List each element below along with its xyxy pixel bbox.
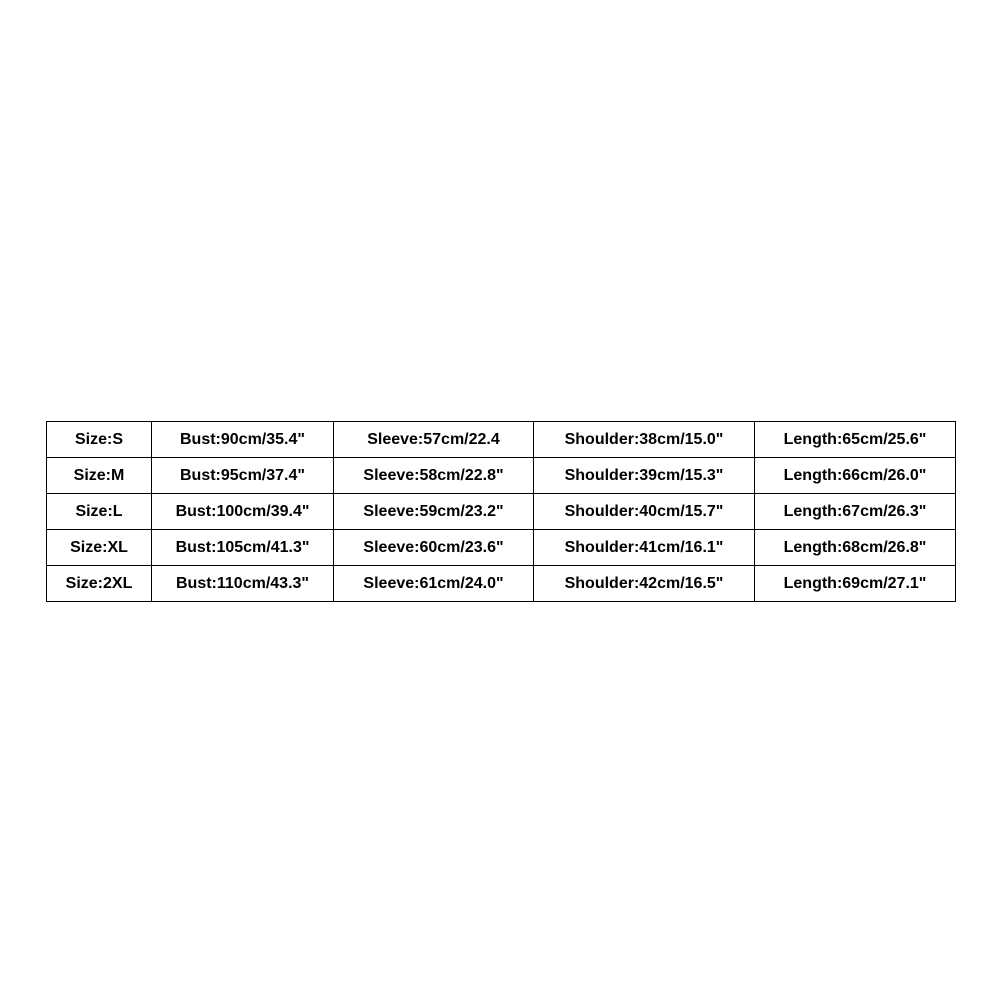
table-row	[47, 422, 956, 458]
shoulder-cell: Shoulder:41cm/16.1"	[534, 530, 755, 566]
table-row	[47, 458, 956, 494]
length-cell: Length:65cm/25.6"	[755, 422, 956, 458]
sleeve-cell: Sleeve:61cm/24.0"	[334, 566, 534, 602]
bust-cell: Bust:100cm/39.4"	[152, 494, 334, 530]
size-cell: Size:XL	[47, 530, 152, 566]
size-cell: Size:M	[47, 458, 152, 494]
table-row	[47, 494, 956, 530]
size-chart-table	[46, 421, 956, 602]
length-cell: Length:67cm/26.3"	[755, 494, 956, 530]
sleeve-cell: Sleeve:57cm/22.4	[334, 422, 534, 458]
shoulder-cell: Shoulder:40cm/15.7"	[534, 494, 755, 530]
shoulder-cell: Shoulder:39cm/15.3"	[534, 458, 755, 494]
length-cell: Length:69cm/27.1"	[755, 566, 956, 602]
bust-cell: Bust:95cm/37.4"	[152, 458, 334, 494]
length-cell: Length:66cm/26.0"	[755, 458, 956, 494]
bust-cell: Bust:110cm/43.3"	[152, 566, 334, 602]
table-row	[47, 530, 956, 566]
size-cell: Size:S	[47, 422, 152, 458]
sleeve-cell: Sleeve:59cm/23.2"	[334, 494, 534, 530]
sleeve-cell: Sleeve:60cm/23.6"	[334, 530, 534, 566]
shoulder-cell: Shoulder:38cm/15.0"	[534, 422, 755, 458]
sleeve-cell: Sleeve:58cm/22.8"	[334, 458, 534, 494]
bust-cell: Bust:90cm/35.4"	[152, 422, 334, 458]
table-row	[47, 566, 956, 602]
length-cell: Length:68cm/26.8"	[755, 530, 956, 566]
shoulder-cell: Shoulder:42cm/16.5"	[534, 566, 755, 602]
bust-cell: Bust:105cm/41.3"	[152, 530, 334, 566]
size-cell: Size:L	[47, 494, 152, 530]
size-cell: Size:2XL	[47, 566, 152, 602]
